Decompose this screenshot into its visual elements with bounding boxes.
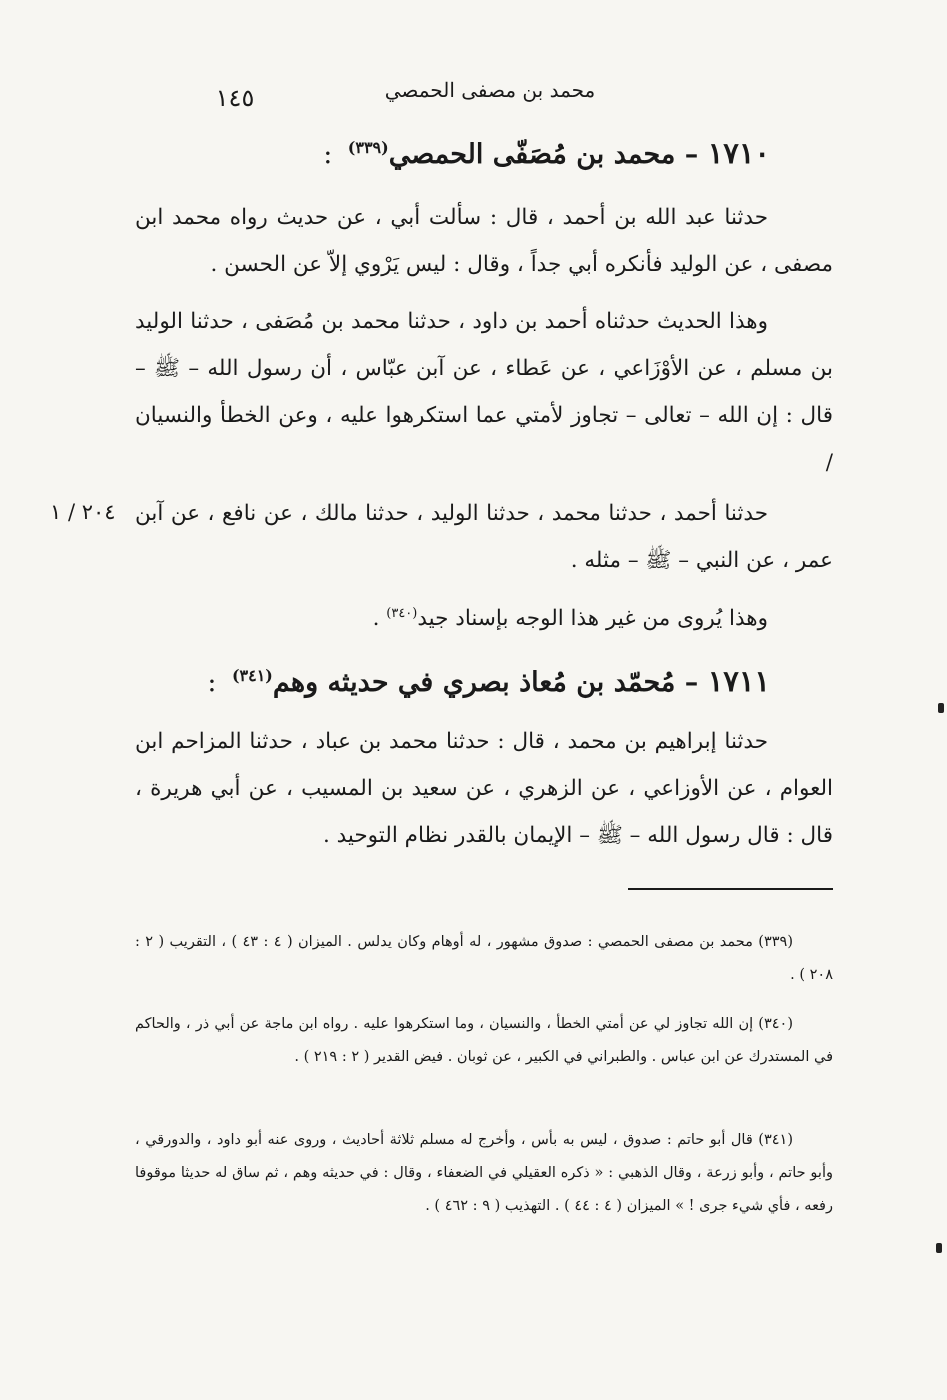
footnote-text: (٣٤١) قال أبو حاتم : صدوق ، ليس به بأس ، وأخرج له مسلم ثلاثة أحاديث ، وروى عنه أبو داود ، والدورقي ، وأبو حاتم ، وأبو زرعة ، وقال الذهبي : « ذكره العقيلي في الضعفاء ، وقال : في حديثه وهم ، ثم ساق له حديثا موقوفا رفعه ، فأي شيء جرى ! » الميزان ( ٤ : ٤٤ ) . التهذيب ( ٩ : ٤٦٢ ) . <box>135 1132 833 1214</box>
paragraph-tail: . <box>372 606 387 631</box>
footnote <box>135 1008 833 1074</box>
entry-heading-1711 <box>207 664 770 698</box>
footnote-text: (٣٤٠) إن الله تجاوز لي عن أمتي الخطأ ، والنسيان ، وما استكرهوا عليه . رواه ابن ماجة عن أبي ذر ، والحاكم في المستدرك عن ابن عباس . والطبراني في الكبير ، عن ثوبان . فيض القدير ( ٢ : ٢١٩ ) . <box>135 1016 833 1065</box>
entry-title: محمد بن مُصَفّى الحمصي <box>388 139 676 170</box>
paragraph <box>135 194 833 288</box>
paragraph-text: حدثنا أحمد ، حدثنا محمد ، حدثنا الوليد ، حدثنا مالك ، عن نافع ، عن آبن عمر ، عن النبي – ﷺ – مثله . <box>135 501 833 573</box>
paragraph-text: وهذا الحديث حدثناه أحمد بن داود ، حدثنا محمد بن مُصَفى ، حدثنا الوليد بن مسلم ، عن الأوْزَاعي ، عن عَطاء ، عن آبن عبّاس ، أن رسول الله – ﷺ – قال : إن الله – تعالى – تجاوز لأمتي عما استكرهوا عليه ، وعن الخطأ والنسيان / <box>135 309 833 475</box>
entry-dash: – <box>684 667 699 698</box>
footnote-separator <box>628 888 833 890</box>
paragraph-text: وهذا يُروى من غير هذا الوجه بإسناد جيد <box>417 606 768 631</box>
entry-heading-1710 <box>230 136 770 170</box>
page-number: ١٤٥ <box>215 84 255 112</box>
entry-number: ١٧١١ <box>707 664 770 698</box>
paragraph-text: حدثنا إبراهيم بن محمد ، قال : حدثنا محمد بن عباد ، حدثنا المزاحم ابن العوام ، عن الأوزاعي ، عن الزهري ، عن سعيد بن المسيب ، عن أبي هريرة ، قال : قال رسول الله – ﷺ – الإيمان بالقدر نظام التوحيد . <box>135 729 833 848</box>
footnote-ref: (٣٣٩) <box>347 138 389 157</box>
paragraph <box>135 298 833 486</box>
paragraph-text: حدثنا عبد الله بن أحمد ، قال : سألت أبي ، عن حديث رواه محمد ابن مصفى ، عن الوليد فأنكره أبي جداً ، وقال : ليس يَرْوي إلاّ عن الحسن . <box>135 205 833 277</box>
margin-folio-note: ٢٠٤ / ١ <box>50 500 116 524</box>
entry-colon: : <box>323 139 333 170</box>
entry-number: ١٧١٠ <box>707 136 770 170</box>
footnote-ref: (٣٤٠) <box>386 605 418 621</box>
scan-speck <box>936 1243 942 1253</box>
entry-colon: : <box>207 667 217 698</box>
paragraph <box>135 490 833 584</box>
paragraph <box>135 595 833 642</box>
scan-speck <box>938 703 944 713</box>
footnote-text: (٣٣٩) محمد بن مصفى الحمصي : صدوق مشهور ، له أوهام وكان يدلس . الميزان ( ٤ : ٤٣ ) ، التقريب ( ٢ : ٢٠٨ ) . <box>135 934 833 983</box>
running-title: محمد بن مصفى الحمصي <box>384 78 596 102</box>
footnote-ref: (٣٤١) <box>231 666 273 685</box>
footnote <box>135 1124 833 1223</box>
footnote <box>135 926 833 992</box>
entry-dash: – <box>684 139 699 170</box>
entry-title: مُحمّد بن مُعاذ بصري في حديثه وهم <box>272 667 676 698</box>
paragraph <box>135 718 833 859</box>
